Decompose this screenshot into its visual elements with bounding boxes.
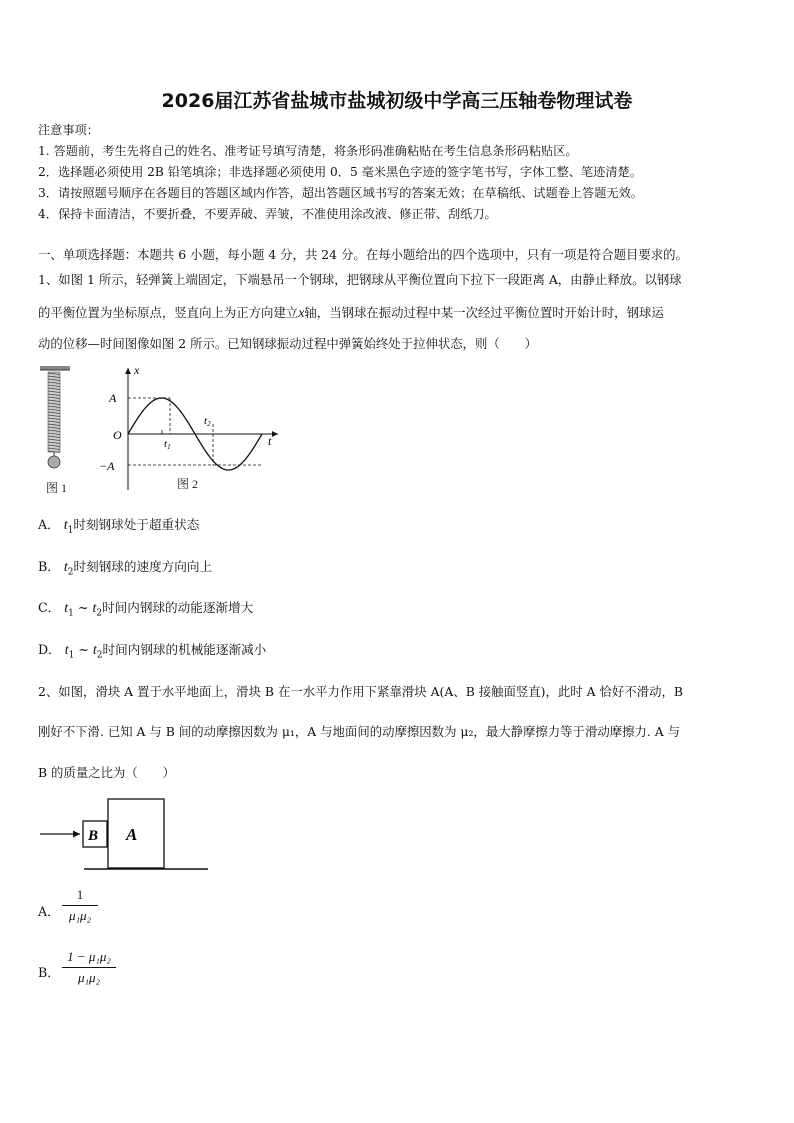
q1-option-a[interactable]: [38, 514, 199, 536]
option-letter: A．: [38, 517, 60, 532]
section-heading: 一、单项选择题：本题共 6 小题，每小题 4 分，共 24 分。在每小题给出的四个选项中，只有一项是符合题目要求的。: [38, 247, 688, 262]
q1-line-2: [38, 303, 664, 322]
page-title: 2026届江苏省盐城市盐城初级中学高三压轴卷物理试卷: [161, 90, 633, 112]
option-letter: B．: [38, 965, 60, 980]
figure-2-caption: 图 2: [177, 477, 199, 491]
option-letter: C．: [38, 600, 61, 615]
spring-coil: [48, 372, 60, 453]
notice-heading: 注意事项：: [38, 123, 99, 137]
t1-label: t1: [164, 438, 171, 451]
q2-line-3: B 的质量之比为（ ）: [38, 765, 175, 780]
numerator: 1: [76, 887, 84, 902]
option-text: 时间内钢球的动能逐渐增大: [102, 600, 254, 615]
q1-line-1: 1、如图 1 所示，轻弹簧上端固定，下端悬吊一个钢球，把钢球从平衡位置向下拉下一段距离 A，由静止释放。以钢球: [38, 272, 682, 287]
variable: t: [64, 601, 69, 616]
variable: t: [64, 643, 69, 658]
fraction-bar: [62, 905, 98, 906]
variable-x: x: [298, 306, 305, 321]
tilde: ~: [73, 600, 93, 615]
subscript: 2: [96, 608, 103, 619]
figure-2-graph: [92, 362, 292, 496]
variable: t: [63, 560, 68, 575]
notice-item: 1. 答题前，考生先将自己的姓名、准考证号填写清楚，将条形码准确粘贴在考生信息条形码粘贴区。: [38, 144, 578, 158]
variable: t: [92, 643, 97, 658]
subscript: 1: [68, 650, 75, 661]
option-letter: A．: [38, 904, 60, 919]
steel-ball: [48, 456, 60, 468]
q1-line-3: 动的位移—时间图像如图 2 所示。已知钢球振动过程中弹簧始终处于拉伸状态，则（ ）: [38, 336, 537, 351]
variable: t: [92, 601, 97, 616]
q2-option-b[interactable]: [38, 962, 60, 981]
subscript: 2: [67, 567, 74, 578]
q1-option-d[interactable]: [38, 639, 266, 661]
notice-item: 3．请按照题号顺序在各题目的答题区域内作答，超出答题区域书写的答案无效；在草稿纸、试题卷上答题无效。: [38, 186, 643, 200]
numerator: 1 − μ₁μ₂: [67, 949, 111, 964]
variable: t: [63, 518, 68, 533]
q2-figure-blocks: [36, 794, 212, 876]
denominator: μ₁μ₂: [68, 908, 92, 923]
q2-line-2: 刚好不下滑. 已知 A 与 B 间的动摩擦因数为 μ₁，A 与地面间的动摩擦因数为 μ₂，最大静摩擦力等于滑动摩擦力. A 与: [38, 724, 681, 739]
ceiling: [40, 366, 70, 370]
notice-item: 4．保持卡面清洁，不要折叠，不要弄破、弄皱，不准使用涂改液、修正带、刮纸刀。: [38, 207, 497, 221]
q1-option-b[interactable]: [38, 556, 212, 578]
notice-section: [38, 120, 643, 225]
q2-option-b-fraction: [62, 949, 116, 986]
q1-line-2-part: 轴，当钢球在振动过程中某一次经过平衡位置时开始计时，钢球运: [304, 305, 664, 320]
q2-line-1: 2、如图，滑块 A 置于水平地面上，滑块 B 在一水平力作用下紧靠滑块 A(A、B 接触面竖直)，此时 A 恰好不滑动，B: [38, 684, 683, 699]
axis-label-t: t: [268, 434, 272, 448]
neg-amplitude-label: −A: [99, 459, 115, 473]
figure-1-spring: [36, 364, 76, 496]
option-text: 时刻钢球的速度方向向上: [73, 559, 213, 574]
t2-label: t2: [204, 415, 211, 428]
subscript: 1: [68, 608, 74, 619]
tilde: ~: [74, 642, 93, 657]
amplitude-label: A: [109, 391, 117, 405]
option-letter: D．: [38, 642, 61, 657]
block-b-label: B: [88, 828, 99, 844]
axis-label-x: x: [134, 363, 140, 377]
denominator: μ₁μ₂: [77, 970, 101, 985]
notice-item: 2．选择题必须使用 2B 铅笔填涂；非选择题必须使用 0．5 毫米黑色字迹的签字笔书写，字体工整、笔迹清楚。: [38, 165, 642, 179]
q1-line-2-part: 的平衡位置为坐标原点，竖直向上为正方向建立: [38, 305, 299, 320]
option-text: 时刻钢球处于超重状态: [73, 517, 200, 532]
subscript: 1: [67, 525, 74, 536]
figure-1-caption: 图 1: [46, 481, 68, 495]
origin-label: O: [113, 428, 122, 442]
fraction-bar: [62, 967, 116, 968]
q2-option-a[interactable]: [38, 901, 60, 920]
option-text: 时间内钢球的机械能逐渐减小: [102, 642, 267, 657]
q2-option-a-fraction: [62, 887, 98, 924]
option-letter: B．: [38, 559, 60, 574]
q1-option-c[interactable]: [38, 597, 253, 619]
subscript: 2: [96, 650, 103, 661]
block-a-label: A: [126, 825, 138, 844]
